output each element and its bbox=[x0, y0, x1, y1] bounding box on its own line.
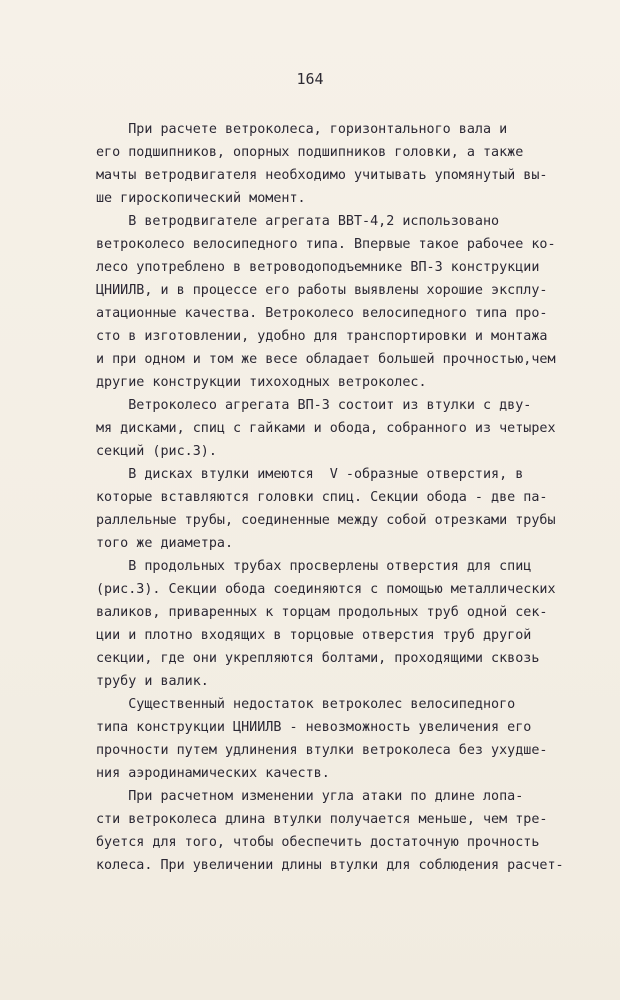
text-line: сти ветроколеса длина втулки получается меньше, чем тре- bbox=[96, 812, 548, 827]
text-line: При расчетном изменении угла атаки по длине лопа- bbox=[96, 789, 524, 804]
text-line: секции, где они укрепляются болтами, проходящими сквозь bbox=[96, 651, 540, 666]
text-line: мачты ветродвигателя необходимо учитывать упомянутый вы- bbox=[96, 168, 548, 183]
text-line: (рис.3). Секции обода соединяются с помощью металлических bbox=[96, 582, 556, 597]
text-line: ветроколесо велосипедного типа. Впервые такое рабочее ко- bbox=[96, 237, 556, 252]
text-line: типа конструкции ЦНИИЛВ - невозможность увеличения его bbox=[96, 720, 532, 735]
text-line: Существенный недостаток ветроколес велосипедного bbox=[96, 697, 516, 712]
text-line: другие конструкции тихоходных ветроколес. bbox=[96, 375, 427, 390]
text-line: прочности путем удлинения втулки ветроколеса без ухудше- bbox=[96, 743, 548, 758]
text-line: мя дисками, спиц с гайками и обода, собранного из четырех bbox=[96, 421, 556, 436]
text-line: ции и плотно входящих в торцовые отверстия труб другой bbox=[96, 628, 532, 643]
page-number: 164 bbox=[296, 70, 324, 88]
text-line: ше гироскопический момент. bbox=[96, 191, 306, 206]
text-line: лесо употреблено в ветроводоподъемнике ВП-3 конструкции bbox=[96, 260, 540, 275]
text-line: При расчете ветроколеса, горизонтального вала и bbox=[96, 122, 508, 137]
text-line: ЦНИИЛВ, и в процессе его работы выявлены хорошие эксплу- bbox=[96, 283, 548, 298]
text-line: которые вставляются головки спиц. Секции обода - две па- bbox=[96, 490, 548, 505]
text-line: В дисках втулки имеются V -образные отверстия, в bbox=[96, 467, 524, 482]
text-line: сто в изготовлении, удобно для транспортировки и монтажа bbox=[96, 329, 548, 344]
text-line: ния аэродинамических качеств. bbox=[96, 766, 330, 781]
text-line: В продольных трубах просверлены отверстия для спиц bbox=[96, 559, 532, 574]
text-line: и при одном и том же весе обладает большей прочностью,чем bbox=[96, 352, 556, 367]
text-line: В ветродвигателе агрегата ВВТ-4,2 использовано bbox=[96, 214, 500, 229]
text-line: секций (рис.3). bbox=[96, 444, 217, 459]
text-line: Ветроколесо агрегата ВП-3 состоит из втулки с дву- bbox=[96, 398, 532, 413]
text-line: валиков, приваренных к торцам продольных труб одной сек- bbox=[96, 605, 548, 620]
text-line: колеса. При увеличении длины втулки для соблюдения расчет- bbox=[96, 858, 564, 873]
body-text bbox=[96, 118, 596, 877]
text-line: буется для того, чтобы обеспечить достаточную прочность bbox=[96, 835, 540, 850]
text-line: того же диаметра. bbox=[96, 536, 234, 551]
text-line: раллельные трубы, соединенные между собой отрезками трубы bbox=[96, 513, 556, 528]
text-line: его подшипников, опорных подшипников головки, а также bbox=[96, 145, 524, 160]
text-line: атационные качества. Ветроколесо велосипедного типа про- bbox=[96, 306, 548, 321]
text-line: трубу и валик. bbox=[96, 674, 209, 689]
